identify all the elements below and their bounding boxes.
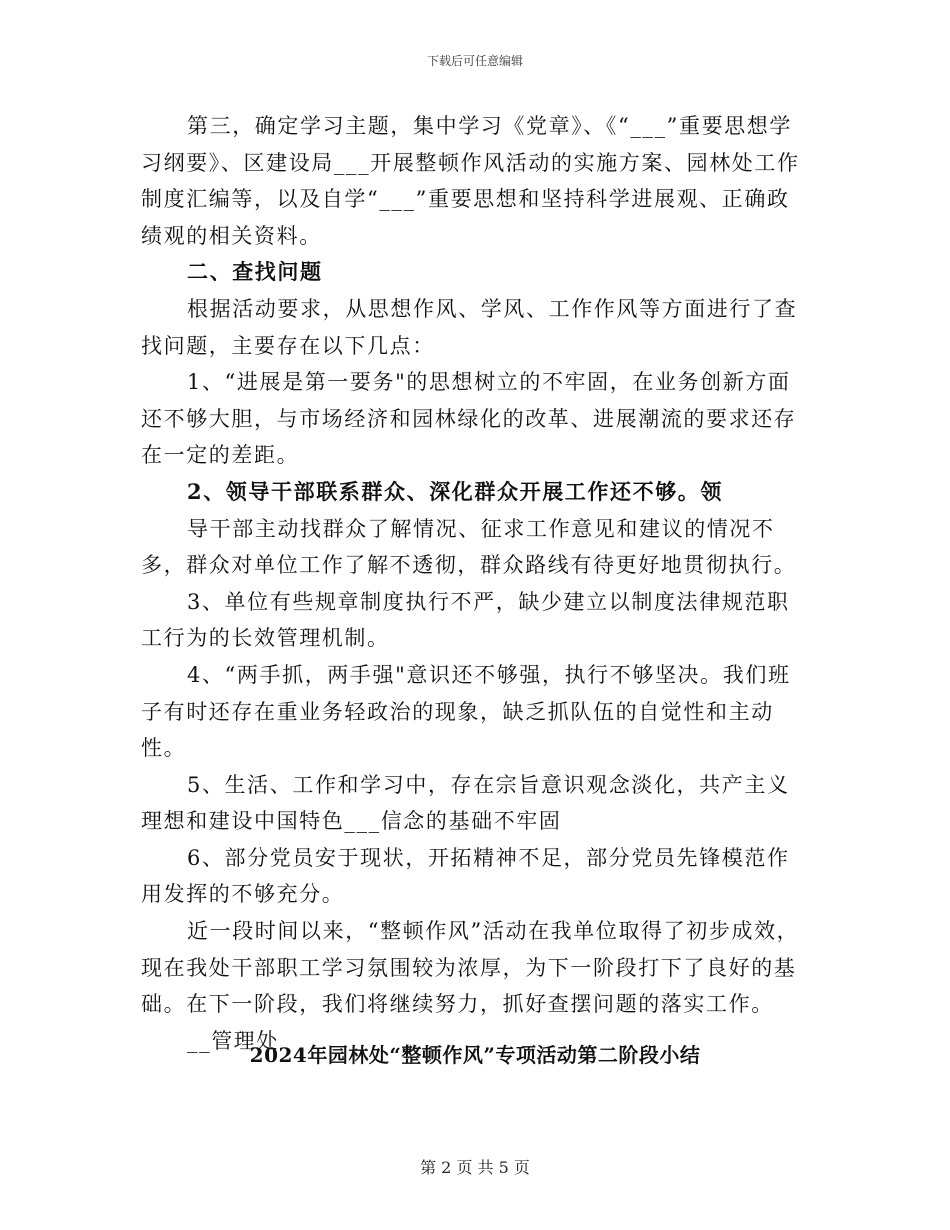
problem-item-5: 5、生活、工作和学习中，存在宗旨意识观念淡化，共产主义理想和建设中国特色___信念的基础不牢固 — [141, 772, 790, 834]
problem-item-2-heading: 2、领导干部联系群众、深化群众开展工作还不够。领 — [187, 478, 724, 504]
document-title: 2024年园林处“整顿作风”专项活动第二阶段小结 — [249, 1043, 701, 1067]
problem-item-1: 1、“进展是第一要务"的思想树立的不牢固，在业务创新方面还不够大胆，与市场经济和园林绿化的改革、进展潮流的要求还存在一定的差距。 — [141, 370, 797, 468]
problem-item-2-body: 导干部主动找群众了解情况、征求工作意见和建议的情况不多，群众对单位工作了解不透彻，群众路线有待更好地贯彻执行。 — [141, 516, 797, 578]
paragraph-conclusion: 近一段时间以来，“整顿作风”活动在我单位取得了初步成效，现在我处干部职工学习氛围较为浓厚，为下一阶段打下了良好的基础。在下一阶段，我们将继续努力，抓好查摆问题的落实工作。 — [141, 919, 800, 1017]
page-header: 下载后可任意编辑 — [426, 54, 523, 68]
problem-item-3: 3、单位有些规章制度执行不严，缺少建立以制度法律规范职工行为的长效管理机制。 — [141, 589, 790, 651]
problem-item-4: 4、“两手抓，两手强"意识还不够强，执行不够坚决。我们班子有时还存在重业务轻政治的现象，缺乏抓队伍的自觉性和主动性。 — [141, 662, 791, 761]
signature-office: __管理处 — [187, 1028, 279, 1053]
document-body — [141, 108, 809, 1059]
paragraph-study-theme: 第三，确定学习主题，集中学习《党章》、《“___”重要思想学习纲要》、区建设局___开展整顿作风活动的实施方案、园林处工作制度汇编等，以及自学“___”重要思想和坚持科学进展观、正确政绩观的相关资料。 — [141, 114, 800, 248]
paragraph-intro-problems: 根据活动要求，从思想作风、学风、工作作风等方面进行了查找问题，主要存在以下几点： — [141, 296, 798, 358]
problem-item-6: 6、部分党员安于现状，开拓精神不足，部分党员先锋模范作用发挥的不够充分。 — [141, 845, 790, 907]
section-heading-find-problems: 二、查找问题 — [187, 259, 323, 285]
page-footer: 第 2 页 共 5 页 — [420, 1158, 530, 1177]
